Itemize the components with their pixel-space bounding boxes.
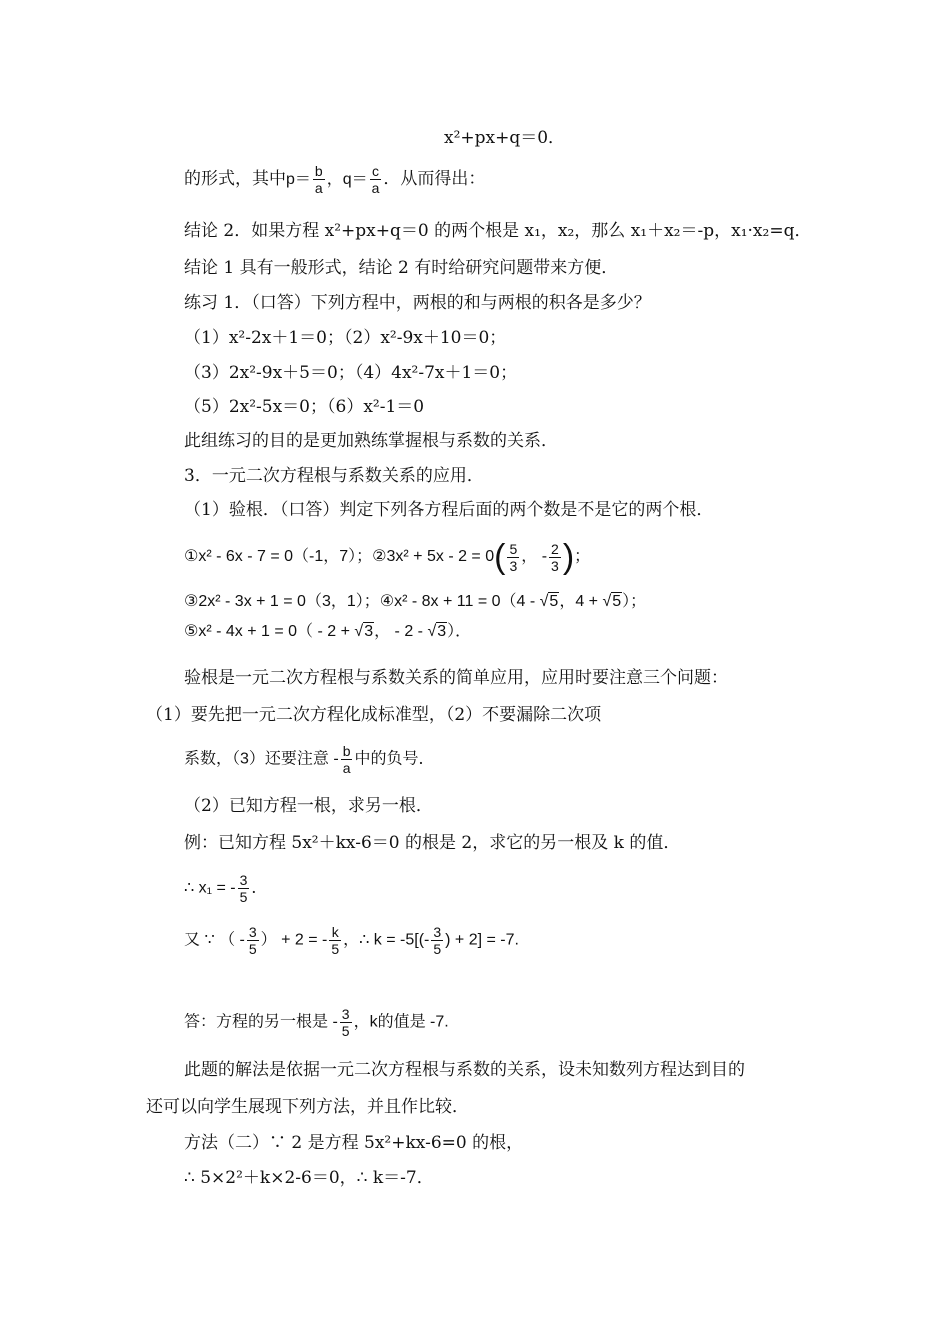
text: p [286,171,295,188]
denominator: a [314,180,323,196]
text: 又 ∵ （ - [184,931,245,949]
denominator: 5 [248,941,257,957]
numerator: b [314,163,323,179]
text: ③2x² - 3x + 1 = 0（3，1）；④x² - 8x + 11 = 0（4 - √ [184,593,549,610]
text: ， - [521,548,548,566]
math-line [184,1006,449,1039]
radicand: 3 [437,623,447,640]
text: 中的负号． [354,750,435,768]
sqrt [611,591,622,613]
equation-line: x²+px+q＝0． [444,128,566,148]
radicand: 3 [364,623,374,640]
numerator: k [331,924,339,940]
math-line [184,872,267,905]
text: ) + 2] = -7. [445,931,519,949]
fraction [329,924,341,957]
text-line: 此组练习的目的是更加熟练掌握根与系数的关系． [184,431,558,451]
fraction [431,924,443,957]
text: ，4 + √ [559,593,612,610]
sqrt [548,591,559,613]
text-line: 3．一元二次方程根与系数关系的应用． [184,466,484,486]
text-line: 方法（二）∵ 2 是方程 5x²+kx-6=0 的根， [184,1133,524,1153]
text-line: （1）要先把一元二次方程化成标准型，（2）不要漏除二次项 [146,705,602,725]
numerator: b [342,743,351,759]
sqrt [436,621,447,643]
text: ①x² - 6x - 7 = 0（-1，7）；②3x² + 5x - 2 = 0 [184,548,495,566]
numerator: 3 [341,1006,350,1022]
denominator: 5 [341,1023,350,1039]
denominator: a [342,760,351,776]
math-line [184,540,590,574]
numerator: 5 [509,540,518,557]
text: ∴ x₁ = - [184,879,236,897]
radicand: 5 [549,593,559,610]
text-line: 练习 1．（口答）下列方程中，两根的和与两根的积各是多少？ [184,293,651,313]
text: ，∴ k = -5[(- [343,931,430,949]
fraction [549,541,561,574]
text: 答：方程的另一根是 - [184,1013,338,1031]
text-line: 结论 1 具有一般形式，结论 2 有时给研究问题带来方便． [184,258,619,278]
text-line: （5）2x²-5x＝0；（6）x²-1＝0 [184,397,425,417]
paren: ) [562,538,575,576]
fraction [247,924,259,957]
denominator: 5 [433,941,442,957]
text: 系数，（3）还要注意 - [184,750,339,768]
text: ，k的值是 -7. [353,1013,449,1031]
sqrt [363,621,374,643]
text: ． [251,879,268,897]
denominator: 3 [551,557,559,574]
text-line: （3）2x²-9x＋5＝0；（4）4x²-7x＋1＝0； [184,363,518,383]
text: 的形式，其中 [184,169,286,189]
math-line [184,743,435,776]
denominator: 5 [331,941,340,957]
radicand: 5 [612,593,622,610]
text-line: 例：已知方程 5x²＋kx-6＝0 的根是 2，求它的另一根及 k 的值． [184,833,681,853]
text: ）； [622,593,647,610]
text: ⑤x² - 4x + 1 = 0（ - 2 + √ [184,623,364,640]
paren: ( [494,538,506,576]
numerator: c [372,163,380,179]
fraction [340,1006,352,1039]
math-line [184,591,646,613]
text-line [184,163,485,196]
text: ．从而得出： [383,169,486,189]
text: ； [574,548,591,566]
denominator: 5 [239,889,248,905]
text-line: 此题的解法是依据一元二次方程根与系数的关系，设未知数列方程达到目的 [184,1060,745,1080]
denominator: a [371,180,380,196]
numerator: 3 [433,924,442,940]
math-line [184,924,519,957]
text-line: 还可以向学生展现下列方法，并且作比较． [146,1097,469,1117]
fraction [507,541,519,574]
text-line: 验根是一元二次方程根与系数关系的简单应用，应用时要注意三个问题： [184,668,728,688]
text-line: 结论 2．如果方程 x²+px+q＝0 的两个根是 x₁，x₂，那么 x₁＋x₂＝-p，x₁·x₂=q． [184,221,812,241]
numerator: 3 [248,924,257,940]
text-line: （1）x²-2x＋1＝0；（2）x²-9x＋10＝0； [184,328,507,348]
text: ， - 2 - √ [374,623,437,640]
numerator: 2 [551,540,559,557]
text: ）． [447,623,472,640]
math-line [184,621,471,643]
text-line: （2）已知方程一根，求另一根． [184,796,433,816]
denominator: 3 [509,557,518,574]
text: ，q＝ [326,171,368,188]
text-line: ∴ 5×2²＋k×2-6＝0，∴ k＝-7． [184,1168,434,1188]
text: ＝ [294,171,311,188]
fraction [341,743,353,776]
fraction [238,872,250,905]
fraction [370,163,382,196]
numerator: 3 [239,872,248,888]
text-line: （1）验根．（口答）判定下列各方程后面的两个数是不是它的两个根． [184,500,714,520]
text: ） + 2 = - [260,931,328,949]
fraction [313,163,325,196]
